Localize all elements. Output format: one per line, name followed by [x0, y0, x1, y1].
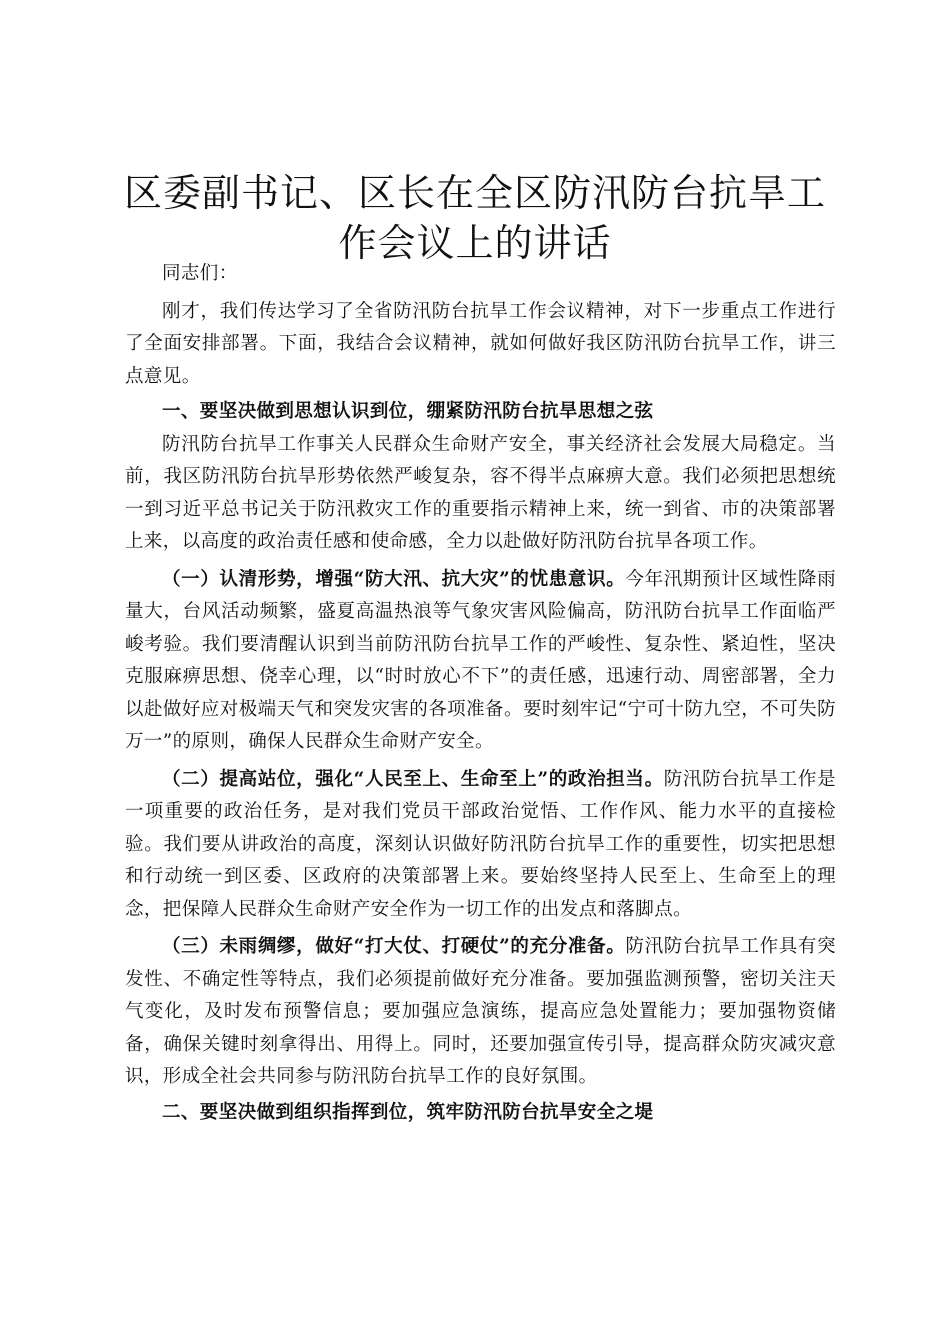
section-1-heading: 一、要坚决做到思想认识到位，绷紧防汛防台抗旱思想之弦: [162, 401, 654, 422]
point-3-lead: （三）未雨绸缪，做好“打大仗、打硬仗”的充分准备。: [162, 936, 626, 957]
section-1-paragraph: 防汛防台抗旱工作事关人民群众生命财产安全，事关经济社会发展大局稳定。当前，我区防汛防台抗旱形势依然严峻复杂，容不得半点麻痹大意。我们必须把思想统一到习近平总书记关于防汛救灾工作的重要指示精神上来，统一到省、市的决策部署上来，以高度的政治责任感和使命感，全力以赴做好防汛防台抗旱各项工作。: [125, 433, 836, 552]
point-2-paragraph: [125, 764, 836, 927]
point-3-text: 防汛防台抗旱工作具有突发性、不确定性等特点，我们必须提前做好充分准备。要加强监测预警，密切关注天气变化，及时发布预警信息；要加强应急演练，提高应急处置能力；要加强物资储备，确保关键时刻拿得出、用得上。同时，还要加强宣传引导，提高群众防灾减灾意识，形成全社会共同参与防汛防台抗旱工作的良好氛围。: [125, 936, 836, 1087]
point-1-lead: （一）认清形势，增强“防大汛、抗大灾”的忧患意识。: [162, 568, 626, 590]
intro-paragraph: 刚才，我们传达学习了全省防汛防台抗旱工作会议精神，对下一步重点工作进行了全面安排部署。下面，我结合会议精神，就如何做好我区防汛防台抗旱工作，讲三点意见。: [125, 300, 836, 387]
document-title: 区委副书记、区长在全区防汛防台抗旱工作会议上的讲话: [123, 171, 826, 265]
document-body: [125, 258, 836, 1129]
point-1-text: 今年汛期预计区域性降雨量大，台风活动频繁，盛夏高温热浪等气象灾害风险偏高，防汛防台抗旱工作面临严峻考验。我们要清醒认识到当前防汛防台抗旱工作的严峻性、复杂性、紧迫性，坚决克服麻痹思想、侥幸心理，以“时时放心不下”的责任感，迅速行动、周密部署，全力以赴做好应对极端天气和突发灾害的各项准备。要时刻牢记“宁可十防九空，不可失防万一”的原则，确保人民群众生命财产安全。: [125, 568, 836, 752]
point-1-paragraph: [125, 564, 836, 759]
salutation: 同志们：: [162, 263, 238, 284]
point-3-paragraph: [125, 931, 836, 1094]
point-2-lead: （二）提高站位，强化“人民至上、生命至上”的政治担当。: [162, 768, 664, 790]
point-2-text: 防汛防台抗旱工作是一项重要的政治任务，是对我们党员干部政治觉悟、工作作风、能力水平的直接检验。我们要从讲政治的高度，深刻认识做好防汛防台抗旱工作的重要性，切实把思想和行动统一到区委、区政府的决策部署上来。要始终坚持人民至上、生命至上的理念，把保障人民群众生命财产安全作为一切工作的出发点和落脚点。: [125, 768, 836, 920]
section-2-heading: 二、要坚决做到组织指挥到位，筑牢防汛防台抗旱安全之堤: [162, 1101, 654, 1123]
